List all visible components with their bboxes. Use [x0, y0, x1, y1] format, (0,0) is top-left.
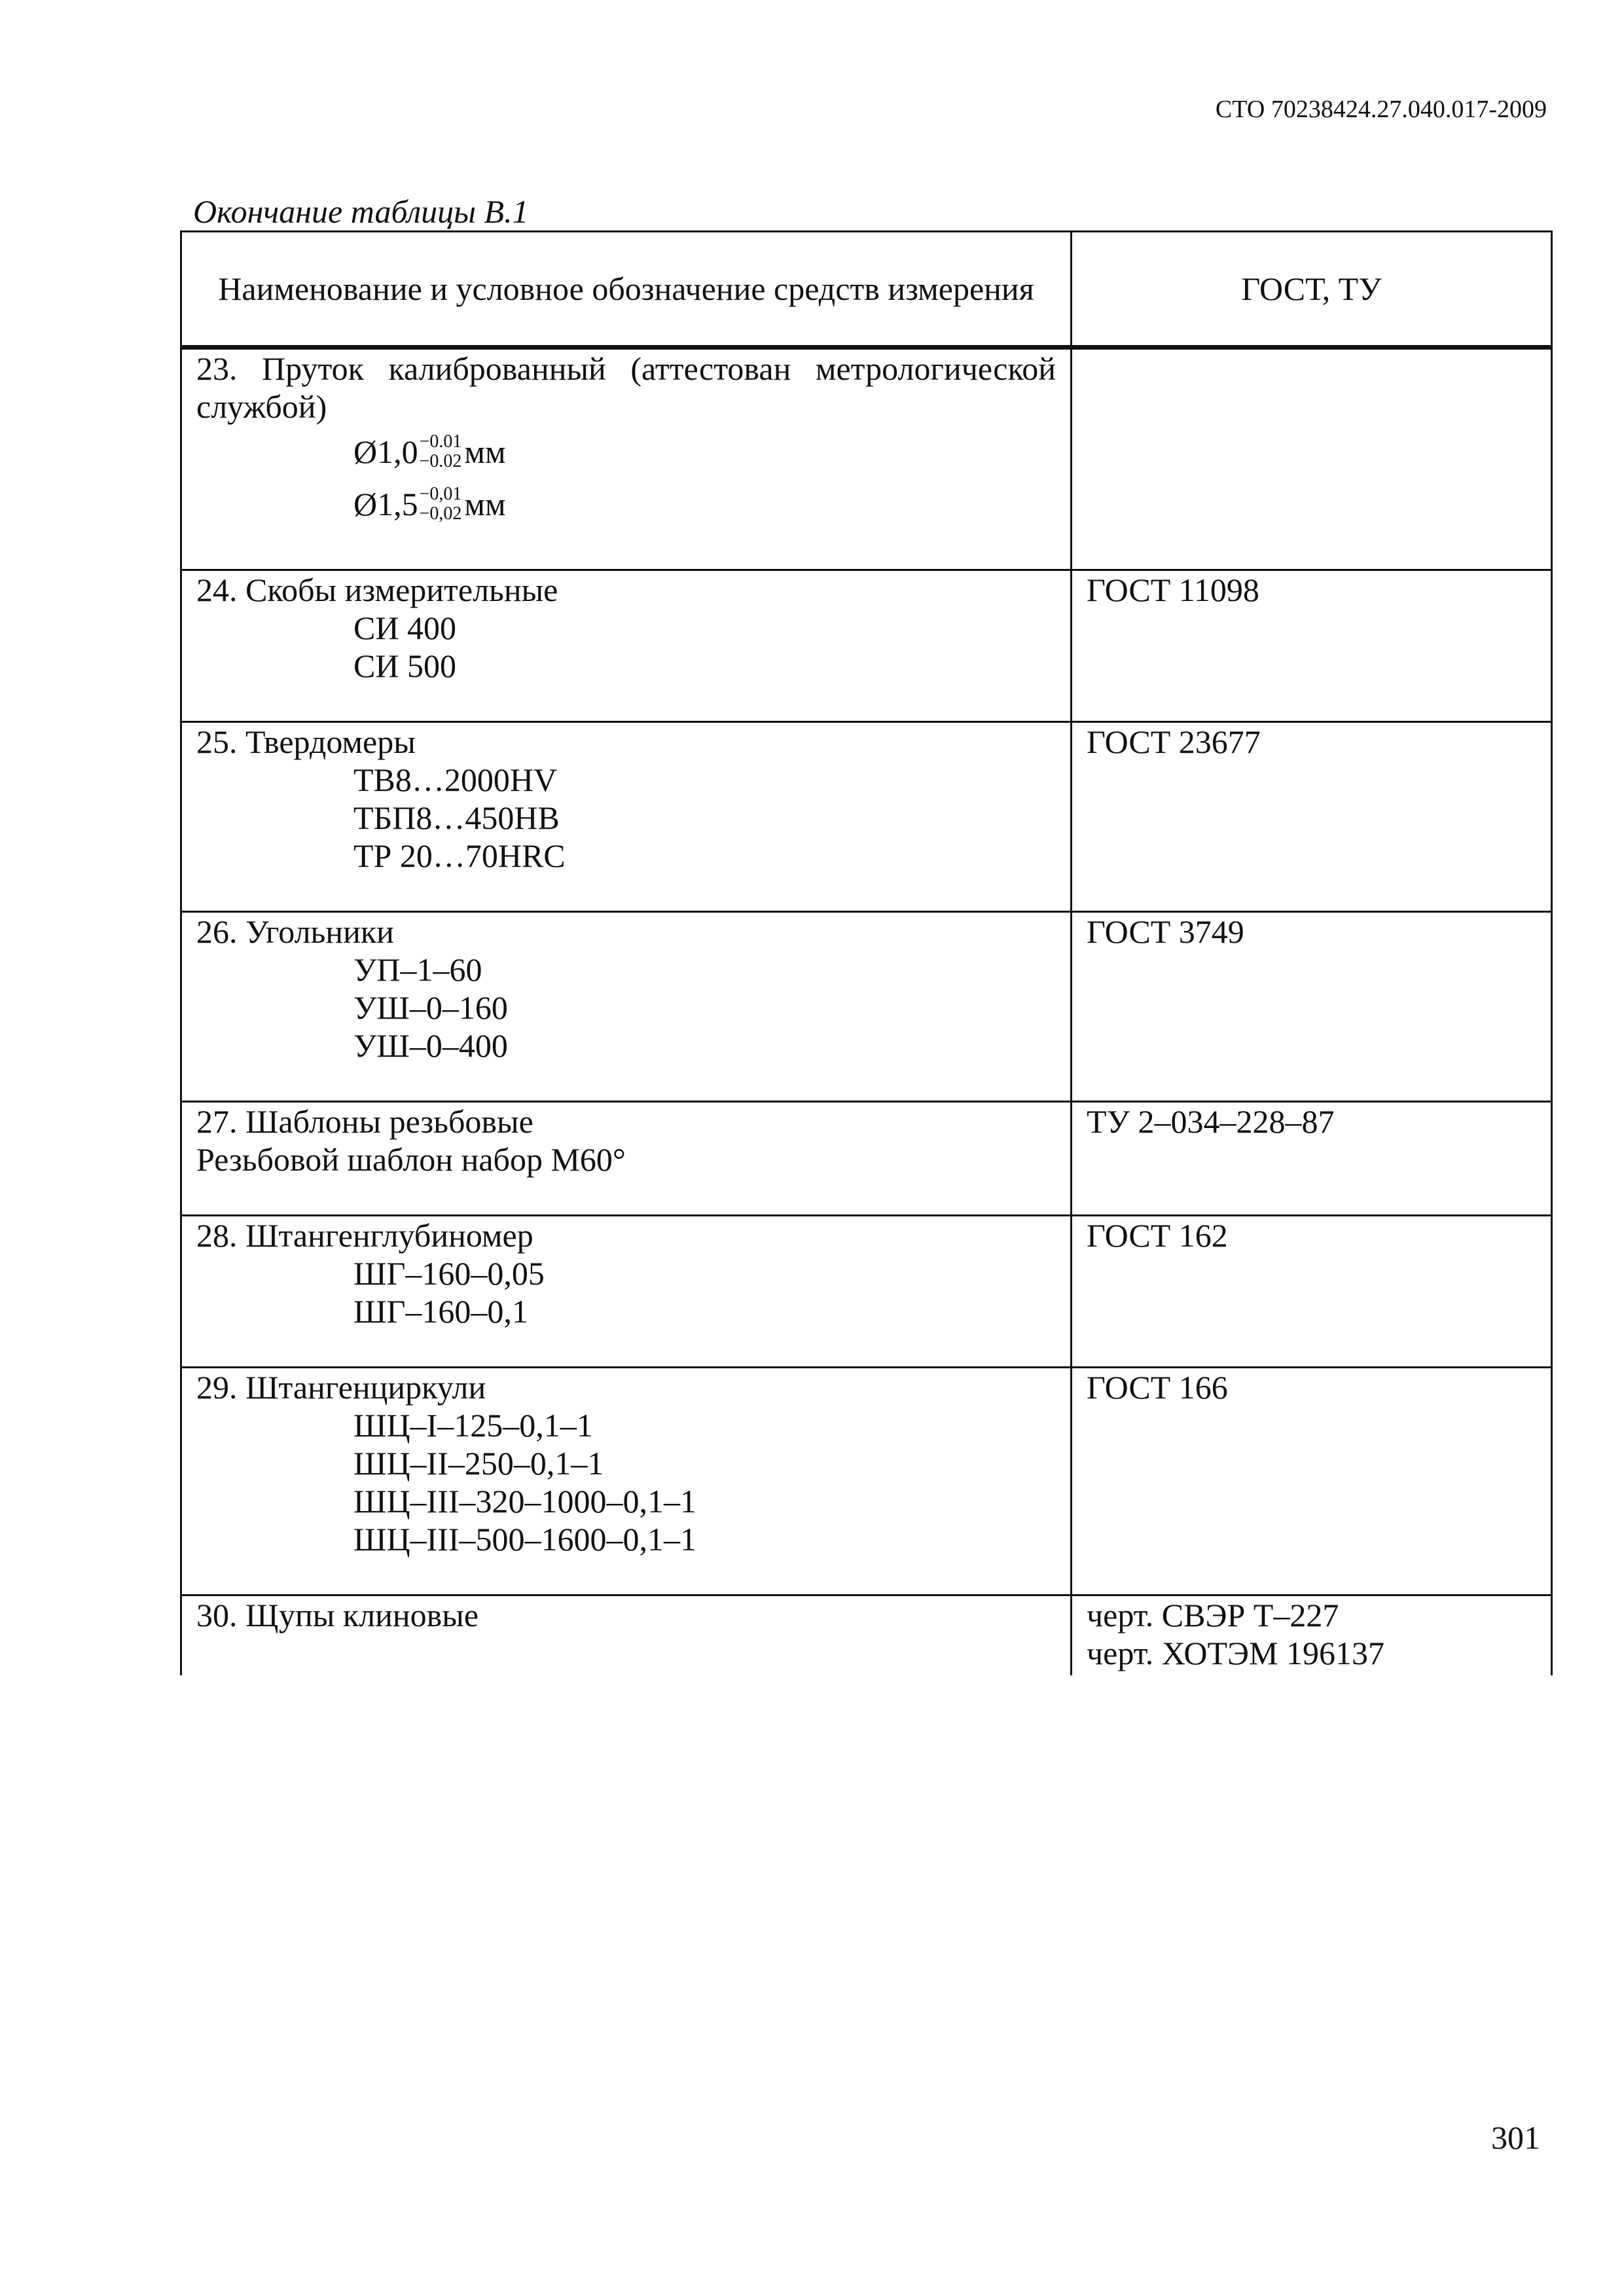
standard-cell	[1072, 722, 1552, 912]
instrument-item: УШ–0–160	[353, 989, 508, 1026]
instrument-cell	[181, 1368, 1072, 1595]
instrument-cell	[181, 348, 1072, 570]
instrument-item: УШ–0–400	[353, 1027, 508, 1064]
table-row	[181, 570, 1552, 722]
instrument-item: ШГ–160–0,05	[353, 1255, 545, 1292]
standard-cell	[1072, 912, 1552, 1102]
table-row	[181, 1102, 1552, 1216]
tolerance	[420, 432, 462, 471]
instrument-item: ШЦ–III–320–1000–0,1–1	[353, 1483, 696, 1520]
instrument-item: ШЦ–III–500–1600–0,1–1	[353, 1521, 696, 1558]
dimension-item	[196, 426, 1056, 478]
table-row	[181, 722, 1552, 912]
dimension-base: Ø1,0	[353, 433, 418, 470]
instrument-cell	[181, 1102, 1072, 1216]
tolerance-upper: −0.01	[419, 431, 462, 452]
instrument-title: 24. Скобы измерительные	[196, 572, 558, 608]
standard-reference: ТУ 2–034–228–87	[1087, 1103, 1335, 1140]
instrument-item: ТР 20…70HRC	[353, 837, 566, 874]
standard-cell	[1072, 348, 1552, 570]
dimension-unit: мм	[464, 486, 506, 522]
dimension-base: Ø1,5	[353, 486, 418, 522]
column-header-standard: ГОСТ, ТУ	[1072, 232, 1552, 348]
tolerance	[420, 484, 462, 524]
instrument-title-continued: службой)	[196, 388, 327, 425]
standard-reference: черт. ХОТЭМ 196137	[1087, 1635, 1384, 1671]
dimension-item	[196, 478, 1056, 530]
table-row	[181, 348, 1552, 570]
standard-cell	[1072, 570, 1552, 722]
instrument-cell	[181, 722, 1072, 912]
table-row	[181, 1216, 1552, 1368]
column-header-name: Наименование и условное обозначение средств измерения	[181, 232, 1072, 348]
instrument-cell	[181, 1216, 1072, 1368]
table-row	[181, 1595, 1552, 1675]
tolerance-lower: −0,02	[419, 503, 462, 524]
table-row	[181, 912, 1552, 1102]
standard-cell	[1072, 1216, 1552, 1368]
instrument-subtitle: Резьбовой шаблон набор М60°	[196, 1141, 626, 1178]
instrument-item: ТБП8…450НВ	[353, 799, 560, 836]
standard-reference: ГОСТ 166	[1087, 1369, 1228, 1406]
instrument-item: ШГ–160–0,1	[353, 1293, 528, 1330]
instrument-item: ТВ8…2000HV	[353, 761, 558, 798]
document-code: СТО 70238424.27.040.017-2009	[1215, 96, 1547, 123]
page-number: 301	[1491, 2119, 1540, 2156]
standard-reference: черт. СВЭР Т–227	[1087, 1597, 1339, 1633]
instrument-title: 26. Угольники	[196, 913, 394, 950]
table-header-row	[181, 232, 1552, 348]
tolerance-upper: −0,01	[419, 483, 462, 504]
standard-cell	[1072, 1368, 1552, 1595]
instrument-title: 29. Штангенциркули	[196, 1369, 486, 1406]
table-caption: Окончание таблицы В.1	[193, 193, 529, 230]
instrument-cell	[181, 912, 1072, 1102]
instrument-title: 23. Пруток калиброванный (аттестован метрологической	[196, 350, 1056, 387]
instrument-title: 27. Шаблоны резьбовые	[196, 1103, 533, 1140]
instrument-title: 30. Щупы клиновые	[196, 1597, 479, 1633]
standard-cell	[1072, 1595, 1552, 1675]
instrument-item: ШЦ–I–125–0,1–1	[353, 1407, 593, 1444]
standard-reference: ГОСТ 162	[1087, 1217, 1228, 1254]
standard-cell	[1072, 1102, 1552, 1216]
standard-reference: ГОСТ 23677	[1087, 723, 1261, 760]
instrument-item: УП–1–60	[353, 951, 482, 988]
instrument-item: ШЦ–II–250–0,1–1	[353, 1445, 604, 1482]
standard-reference: ГОСТ 11098	[1087, 572, 1259, 608]
instrument-title: 25. Твердомеры	[196, 723, 416, 760]
instrument-cell	[181, 1595, 1072, 1675]
instrument-item: СИ 500	[353, 647, 456, 684]
standard-reference: ГОСТ 3749	[1087, 913, 1244, 950]
instrument-cell	[181, 570, 1072, 722]
instrument-title: 28. Штангенглубиномер	[196, 1217, 533, 1254]
table-row	[181, 1368, 1552, 1595]
measuring-instruments-table	[180, 230, 1553, 1675]
instrument-item: СИ 400	[353, 610, 456, 646]
tolerance-lower: −0.02	[419, 450, 462, 471]
dimension-unit: мм	[464, 433, 506, 470]
